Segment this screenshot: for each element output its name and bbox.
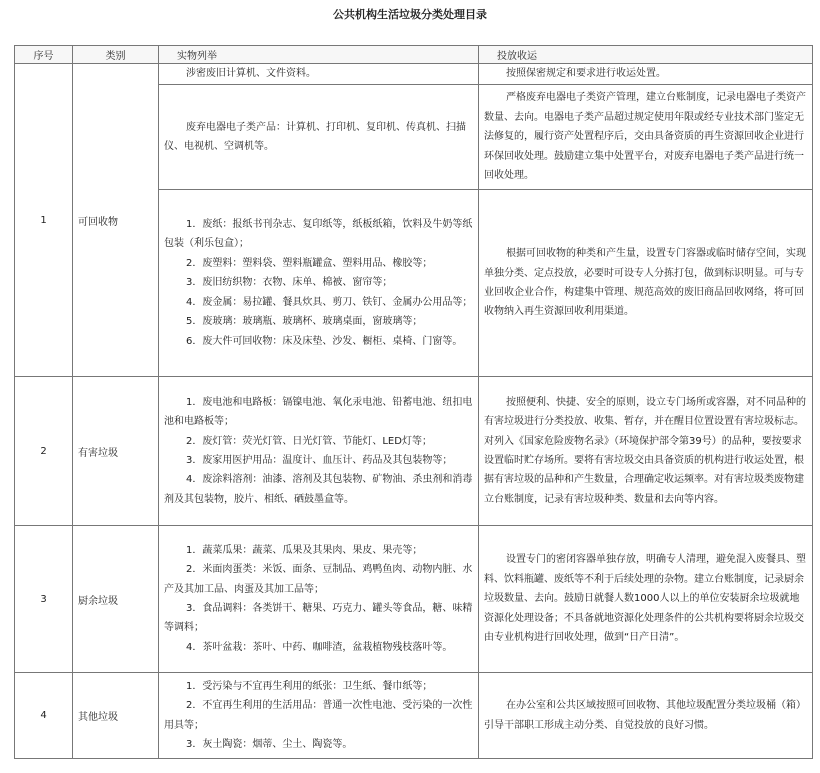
item-line: 1．蔬菜瓜果：蔬菜、瓜果及其果肉、果皮、果壳等； [186, 544, 423, 556]
table-row [15, 526, 813, 673]
item-line: 4．废金属：易拉罐、餐具炊具、剪刀、铁钉、金属办公用品等； [186, 296, 473, 308]
items-cell [159, 85, 479, 190]
item-line: 4．茶叶盆栽：茶叶、中药、咖啡渣，盆栽植物残枝落叶等。 [186, 641, 453, 653]
item-line: 涉密废旧计算机、文件资料。 [186, 68, 316, 80]
method-cell: 严格废弃电器电子类资产管理，建立台账制度，记录电器电子类资产数量、去向。电器电子类产品超过规定使用年限或经专业技术部门鉴定无法修复的，履行资产处置程序后，交由具备资质的再生资源回收企业进行环保回收处理。鼓励建立集中处置平台，对废弃电器电子类产品进行统一回收处理。 [479, 85, 813, 190]
row-number: 3 [15, 526, 73, 673]
row-category: 厨余垃圾 [73, 526, 159, 673]
table-row [15, 64, 813, 85]
item-line: 2．米面肉蛋类：米饭、面条、豆制品、鸡鸭鱼肉、动物内脏、水产及其加工品、肉蛋及其加工品等； [164, 564, 473, 595]
row-category: 可回收物 [73, 64, 159, 377]
items-cell [159, 673, 479, 759]
items-cell [159, 377, 479, 526]
item-line: 2．废塑料：塑料袋、塑料瓶罐盒、塑料用品、橡胶等； [186, 257, 433, 269]
row-category: 其他垃圾 [73, 673, 159, 759]
item-line: 1．受污染与不宜再生利用的纸张：卫生纸、餐巾纸等； [186, 680, 433, 692]
row-number: 2 [15, 377, 73, 526]
item-line: 2．废灯管：荧光灯管、日光灯管、节能灯、LED灯等； [186, 435, 432, 447]
method-cell: 根据可回收物的种类和产生量，设置专门容器或临时储存空间，实现单独分类、定点投放，必要时可设专人分拣打包，做到标识明显。可与专业回收企业合作，构建集中管理、规范高效的废旧商品回收网络，将可回收物纳入再生资源回收利用渠道。 [479, 190, 813, 377]
header-no: 序号 [15, 46, 73, 64]
header-method: 投放收运 [479, 46, 813, 64]
item-line: 3．灰土陶瓷：烟蒂、尘土、陶瓷等。 [186, 738, 353, 750]
item-line: 1．废电池和电路板：镉镍电池、氧化汞电池、铅蓄电池、纽扣电池和电路板等； [164, 396, 473, 428]
item-line: 5．废玻璃：玻璃瓶、玻璃杯、玻璃桌面，窗玻璃等； [186, 316, 423, 328]
row-category: 有害垃圾 [73, 377, 159, 526]
item-line: 4．废涂料溶剂：油漆、溶剂及其包装物、矿物油、杀虫剂和消毒剂及其包装物，胶片、相纸、硒鼓墨盒等。 [164, 474, 473, 505]
item-line: 3．废家用医护用品：温度计、血压计、药品及其包装物等； [186, 455, 453, 466]
row-number: 1 [15, 64, 73, 377]
method-cell: 按照便利、快捷、安全的原则，设立专门场所或容器，对不同品种的有害垃圾进行分类投放、收集、暂存，并在醒目位置设置有害垃圾标志。对列入《国家危险废物名录》（环境保护部令第39号）的品种，要按要求设置临时贮存场所。要将有害垃圾交由具备资质的机构进行收运处置，根据有害垃圾的品种和产生数量，合理确定收运频率。对有害垃圾类废物建立台账制度，记录有害垃圾种类、数量和去向等内容。 [479, 377, 813, 526]
items-cell [159, 526, 479, 673]
item-line: 1．废纸：报纸书刊杂志、复印纸等，纸板纸箱，饮料及牛奶等纸包装（利乐包盒）； [164, 219, 473, 250]
table-row [15, 377, 813, 526]
row-number: 4 [15, 673, 73, 759]
method-cell: 按照保密规定和要求进行收运处置。 [479, 64, 813, 85]
method-cell: 在办公室和公共区域按照可回收物、其他垃圾配置分类垃圾桶（箱）引导干部职工形成主动分类、自觉投放的良好习惯。 [479, 673, 813, 759]
header-category: 类别 [73, 46, 159, 64]
item-line: 3．废旧纺织物：衣物、床单、棉被、窗帘等； [186, 277, 393, 289]
item-line: 6．废大件可回收物：床及床垫、沙发、橱柜、桌椅、门窗等。 [186, 335, 463, 347]
item-line: 3．食品调料：各类饼干、糖果、巧克力、罐头等食品，糖、味精等调料； [164, 603, 473, 634]
item-line: 2．不宜再生利用的生活用品：普通一次性电池、受污染的一次性用具等； [164, 700, 473, 731]
method-cell: 设置专门的密闭容器单独存放，明确专人清理，避免混入废餐具、塑料、饮料瓶罐、废纸等不利于后续处理的杂物。建立台账制度，记录厨余垃圾数量、去向。鼓励日就餐人数1000人以上的单位安装厨余垃圾就地资源化处理设备；不具备就地资源化处理条件的公共机构要将厨余垃圾交由专业机构进行回收处理，做到“日产日清”。 [479, 526, 813, 673]
items-cell [159, 64, 479, 85]
header-items: 实物列举 [159, 46, 479, 64]
table-row [15, 673, 813, 759]
item-line: 废弃电器电子类产品：计算机、打印机、复印机、传真机、扫描仪、电视机、空调机等。 [164, 121, 466, 152]
page-title: 公共机构生活垃圾分类处理目录 [333, 8, 487, 21]
header-row [15, 46, 813, 64]
items-cell [159, 190, 479, 377]
garbage-classification-table [14, 45, 813, 759]
